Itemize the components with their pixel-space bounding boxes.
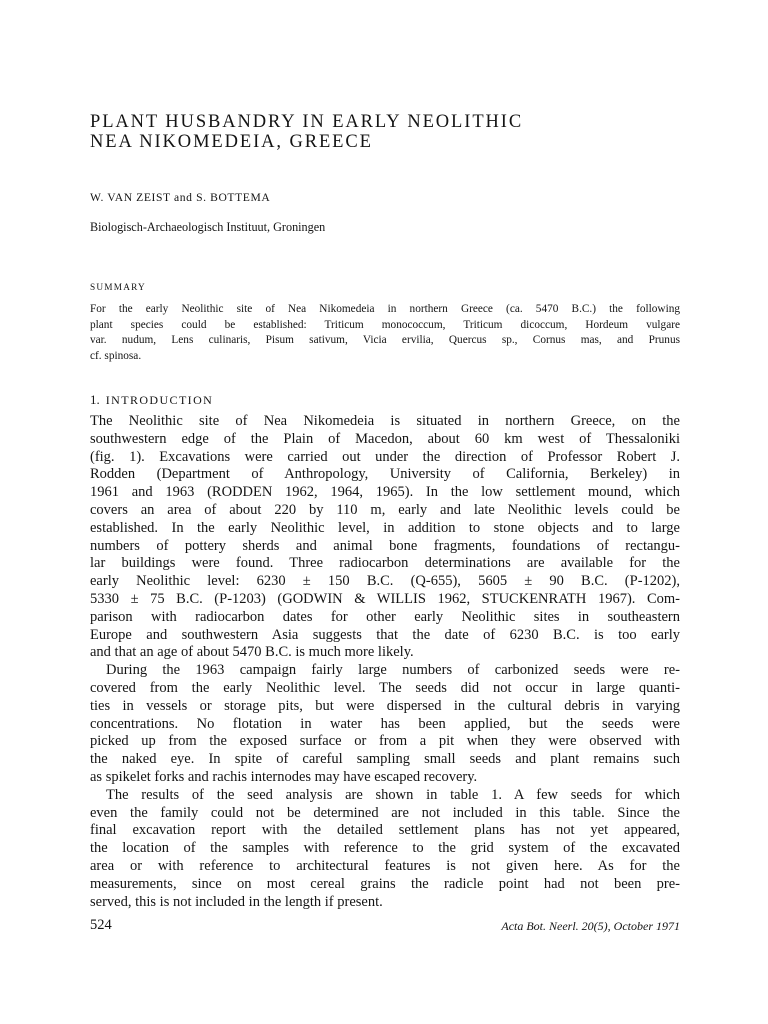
body-text (90, 413, 680, 911)
body-line: parison with radiocarbon dates for other early Neolithic sites in southeastern (90, 608, 680, 625)
body-line: covers an area of about 220 by 110 m, early and late Neolithic levels could be (90, 501, 680, 518)
summary-heading: SUMMARY (90, 283, 146, 293)
summary-line: var. nudum, Lens culinaris, Pisum sativum, Vicia ervilia, Quercus sp., Cornus mas, and Prunus (90, 334, 680, 347)
body-line: During the 1963 campaign fairly large numbers of carbonized seeds were re- (106, 662, 680, 679)
body-line: 5330 ± 75 B.C. (P-1203) (GODWIN & WILLIS 1962, STUCKENRATH 1967). Com- (90, 590, 680, 607)
body-line: as spikelet forks and rachis internodes may have escaped recovery. (90, 768, 478, 785)
body-line: final excavation report with the detailed settlement plans has not yet appeared, (90, 822, 680, 839)
title-line-1: PLANT HUSBANDRY IN EARLY NEOLITHIC (90, 112, 524, 132)
article-title (90, 112, 690, 152)
section-number: 1. (90, 392, 100, 407)
body-line: the location of the samples with reference to the grid system of the excavated (90, 840, 680, 857)
body-line: and that an age of about 5470 B.C. is much more likely. (90, 644, 414, 661)
body-line: early Neolithic level: 6230 ± 150 B.C. (Q-655), 5605 ± 90 B.C. (P-1202), (90, 573, 680, 590)
page-number: 524 (90, 917, 112, 933)
body-line: even the family could not be determined are not included in this table. Since the (90, 804, 680, 821)
page-footer (90, 917, 680, 937)
body-line: Europe and southwestern Asia suggests that the date of 6230 B.C. is too early (90, 626, 680, 643)
body-line: Rodden (Department of Anthropology, University of California, Berkeley) in (90, 466, 680, 483)
body-line: served, this is not included in the length if present. (90, 893, 383, 910)
body-line: measurements, since on most cereal grains the radicle point had not been pre- (90, 875, 680, 892)
summary-paragraph (90, 302, 680, 364)
title-line-2: NEA NIKOMEDEIA, GREECE (90, 132, 373, 152)
body-line: area or with reference to architectural features is not given here. As for the (90, 857, 680, 874)
body-line: southwestern edge of the Plain of Macedon, about 60 km west of Thessaloniki (90, 430, 680, 447)
institute-line: Biologisch-Archaeologisch Instituut, Groningen (90, 220, 326, 234)
body-line: picked up from the exposed surface or from a pit when they were observed with (90, 733, 680, 750)
body-line: established. In the early Neolithic level, in addition to stone objects and to large (90, 519, 680, 536)
body-line: 1961 and 1963 (RODDEN 1962, 1964, 1965). In the low settlement mound, which (90, 484, 680, 501)
summary-line: cf. spinosa. (90, 349, 142, 362)
section-title: INTRODUCTION (105, 393, 214, 407)
summary-line: plant species could be established: Triticum monococcum, Triticum dicoccum, Hordeum vulgare (90, 318, 680, 331)
body-line: concentrations. No flotation in water has been applied, but the seeds were (90, 715, 680, 732)
body-line: numbers of pottery sherds and animal bone fragments, foundations of rectangu- (90, 537, 680, 554)
body-line: the naked eye. In spite of careful sampling small seeds and plant remains such (90, 751, 680, 768)
journal-citation: Acta Bot. Neerl. 20(5), October 1971 (501, 919, 680, 933)
summary-line: For the early Neolithic site of Nea Nikomedeia in northern Greece (ca. 5470 B.C.) the following (90, 303, 680, 315)
body-line: covered from the early Neolithic level. The seeds did not occur in large quanti- (90, 679, 680, 696)
author-line: W. VAN ZEIST and S. BOTTEMA (90, 191, 271, 204)
body-line: The results of the seed analysis are shown in table 1. A few seeds for which (106, 786, 680, 803)
body-line: lar buildings were found. Three radiocarbon determinations are available for the (90, 555, 680, 572)
body-line: The Neolithic site of Nea Nikomedeia is situated in northern Greece, on the (90, 413, 680, 429)
section-heading (90, 392, 213, 408)
body-line: ties in vessels or storage pits, but were dispersed in the cultural debris in varying (90, 697, 680, 714)
body-line: (fig. 1). Excavations were carried out under the direction of Professor Robert J. (90, 448, 680, 465)
